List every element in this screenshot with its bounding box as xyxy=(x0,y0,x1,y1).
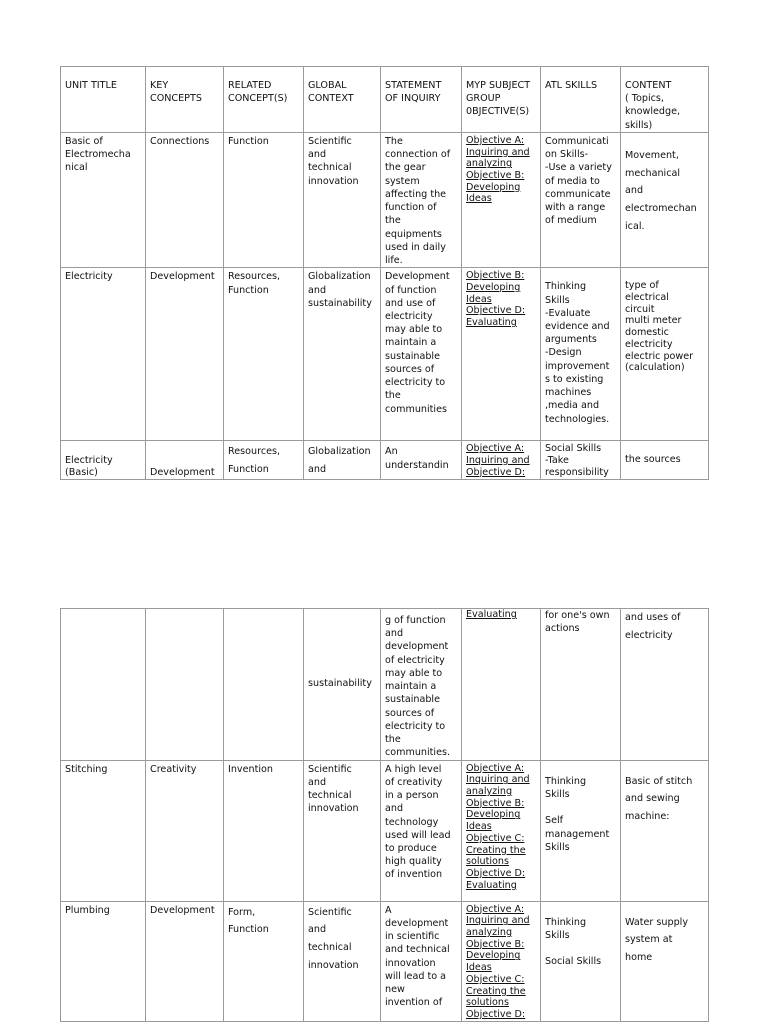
cell-text-line xyxy=(545,801,616,814)
cell-global-context xyxy=(304,901,381,1021)
cell-text-line: Ideas xyxy=(466,962,492,974)
cell-key-concepts xyxy=(146,901,224,1021)
cell-text-line: -Evaluate xyxy=(545,307,591,319)
cell-text-line: technical xyxy=(308,790,352,802)
cell-text-line: the xyxy=(385,215,401,227)
cell-text-line: Basic of stitch xyxy=(625,775,693,787)
cell-unit-title xyxy=(61,609,146,761)
cell-text-line: Objective A: xyxy=(466,134,525,146)
cell-key-concepts xyxy=(146,441,224,479)
cell-global-context xyxy=(304,609,381,761)
cell-text-line: 0BJECTIVE(S) xyxy=(466,106,530,118)
cell-text-line: Creating the xyxy=(466,985,526,997)
cell-statement-of-inquiry xyxy=(381,760,462,901)
cell-text-line: and sewing xyxy=(625,793,680,805)
cell-text-line: s to existing xyxy=(545,373,604,385)
table-row xyxy=(61,268,709,441)
cell-text-line: A xyxy=(385,904,392,916)
cell-text-line: Objective A: xyxy=(466,762,525,774)
cell-text-line: the xyxy=(385,390,401,402)
cell-text-line: Evaluating xyxy=(466,609,517,620)
cell-text-line: Ideas xyxy=(466,293,492,305)
cell-text-line: Communicati xyxy=(545,135,609,147)
cell-related-concepts xyxy=(224,268,304,441)
cell-text-line: circuit xyxy=(625,303,655,315)
cell-text-line: g of function xyxy=(385,615,446,626)
cell-text-line: electric power xyxy=(625,350,694,362)
cell-text-line: Globalization xyxy=(308,446,371,458)
cell-statement-of-inquiry xyxy=(381,132,462,267)
cell-text-line: home xyxy=(625,952,653,964)
curriculum-table-1 xyxy=(60,66,709,480)
cell-text-line: Function xyxy=(228,135,269,147)
cell-text-line: Electricity xyxy=(65,455,113,467)
header-atl-skills xyxy=(541,67,621,133)
cell-text-line: Resources, xyxy=(228,446,281,458)
cell-text-line: mechanical xyxy=(625,167,681,179)
cell-text-line: and technical xyxy=(385,944,450,956)
cell-statement-of-inquiry xyxy=(381,268,462,441)
cell-text-line: the sources xyxy=(625,454,681,466)
cell-text-line: Objective D: xyxy=(466,867,526,879)
cell-text-line: innovation xyxy=(308,803,359,815)
cell-text-line: Globalization xyxy=(308,271,371,283)
cell-text-line: Resources, xyxy=(228,271,281,283)
cell-statement-of-inquiry xyxy=(381,609,462,761)
cell-text-line: system at xyxy=(625,934,673,946)
header-statement-of-inquiry xyxy=(381,67,462,133)
cell-text-line: new xyxy=(385,983,405,995)
cell-text-line: and xyxy=(308,776,327,788)
cell-atl-skills xyxy=(541,441,621,479)
cell-related-concepts xyxy=(224,132,304,267)
cell-text-line: Stitching xyxy=(65,763,108,775)
header-key-concepts xyxy=(146,67,224,133)
cell-text-line: life. xyxy=(385,255,403,267)
cell-text-line: machines xyxy=(545,387,592,399)
cell-text-line: CONTEXT xyxy=(308,93,354,105)
cell-key-concepts xyxy=(146,760,224,901)
cell-unit-title xyxy=(61,132,146,267)
cell-unit-title xyxy=(61,760,146,901)
cell-text-line: Inquiring and xyxy=(466,146,530,158)
cell-text-line: Skills xyxy=(545,294,570,306)
cell-text-line: ( Topics, xyxy=(625,93,664,105)
cell-text-line: Function xyxy=(228,924,269,936)
cell-text-line: of invention xyxy=(385,869,443,881)
cell-related-concepts xyxy=(224,760,304,901)
cell-text-line: Function xyxy=(228,464,269,476)
cell-atl-skills xyxy=(541,901,621,1021)
header-myp-objectives xyxy=(462,67,541,133)
cell-text-line: solutions xyxy=(466,997,509,1009)
cell-text-line: GROUP xyxy=(466,93,501,105)
cell-text-line: Self xyxy=(545,815,564,827)
cell-text-line: Objective B: xyxy=(466,797,525,809)
cell-text-line: technical xyxy=(308,162,352,174)
cell-text-line: on Skills- xyxy=(545,149,589,161)
cell-text-line: Skills xyxy=(545,841,570,853)
cell-text-line: -Take xyxy=(545,454,569,466)
cell-text-line: Inquiring and xyxy=(466,915,530,927)
cell-text-line: communicate xyxy=(545,188,611,200)
cell-text-line: Electricity xyxy=(65,271,113,283)
cell-text-line: development xyxy=(385,641,449,653)
cell-text-line: for one's own xyxy=(545,610,610,621)
cell-text-line: Objective D: xyxy=(466,466,526,478)
cell-text-line: and uses of xyxy=(625,612,681,623)
cell-text-line: responsibility xyxy=(545,466,609,478)
cell-text-line: Developing xyxy=(466,809,521,821)
cell-text-line: electricity to xyxy=(385,720,446,732)
cell-global-context xyxy=(304,132,381,267)
cell-text-line: multi meter xyxy=(625,315,682,327)
cell-text-line: the gear xyxy=(385,162,426,174)
cell-text-line: system xyxy=(385,175,420,187)
cell-text-line: will lead to a xyxy=(385,970,447,982)
cell-text-line: Basic of xyxy=(65,135,103,147)
cell-text-line: sustainable xyxy=(385,694,441,706)
cell-text-line: skills) xyxy=(625,119,653,131)
cell-statement-of-inquiry xyxy=(381,901,462,1021)
cell-text-line: and xyxy=(308,149,327,161)
cell-text-line: and xyxy=(625,185,644,197)
cell-text-line: -Use a variety xyxy=(545,162,612,174)
cell-text-line: and xyxy=(308,284,327,296)
cell-global-context xyxy=(304,268,381,441)
table-row xyxy=(61,760,709,901)
cell-text-line: understandin xyxy=(385,459,449,471)
cell-text-line: sustainability xyxy=(308,297,372,309)
cell-text-line: and use of xyxy=(385,297,436,309)
cell-content xyxy=(621,268,709,441)
cell-text-line: GLOBAL xyxy=(308,80,347,91)
cell-text-line: Objective D: xyxy=(466,305,526,317)
cell-text-line: Objective C: xyxy=(466,973,525,985)
curriculum-table-2 xyxy=(60,608,709,1022)
cell-text-line: and xyxy=(308,924,327,936)
cell-text-line: Movement, xyxy=(625,149,679,161)
cell-text-line: in a person xyxy=(385,790,439,802)
cell-text-line: (calculation) xyxy=(625,362,685,374)
cell-text-line: may able to xyxy=(385,667,443,679)
cell-text-line: nical xyxy=(65,162,88,174)
cell-text-line: Developing xyxy=(466,181,521,193)
cell-text-line: electricity to xyxy=(385,377,446,389)
cell-text-line: machine: xyxy=(625,811,670,823)
cell-text-line: technologies. xyxy=(545,413,610,425)
cell-text-line: sustainable xyxy=(385,350,441,362)
cell-text-line: Developing xyxy=(466,950,521,962)
cell-text-line: and xyxy=(385,803,404,815)
cell-text-line: technology xyxy=(385,816,439,828)
cell-unit-title xyxy=(61,901,146,1021)
header-unit-title xyxy=(61,67,146,133)
cell-text-line: Invention xyxy=(228,763,273,775)
cell-global-context xyxy=(304,441,381,479)
cell-objectives xyxy=(462,609,541,761)
cell-text-line: may able to xyxy=(385,324,443,336)
cell-text-line: Connections xyxy=(150,135,210,147)
cell-text-line: ATL SKILLS xyxy=(545,80,598,91)
cell-related-concepts xyxy=(224,609,304,761)
cell-text-line: innovation xyxy=(308,175,359,187)
cell-text-line: connection of xyxy=(385,149,451,161)
cell-text-line: Development xyxy=(150,466,215,478)
cell-text-line: improvement xyxy=(545,360,610,372)
cell-text-line: ,media and xyxy=(545,400,600,412)
cell-atl-skills xyxy=(541,609,621,761)
cell-text-line: Function xyxy=(228,284,269,296)
cell-text-line: Developing xyxy=(466,281,521,293)
cell-content xyxy=(621,132,709,267)
cell-text-line: Objective B: xyxy=(466,938,525,950)
cell-text-line: Social Skills xyxy=(545,443,602,455)
cell-objectives xyxy=(462,441,541,479)
cell-key-concepts xyxy=(146,268,224,441)
cell-text-line: sources of xyxy=(385,363,435,375)
cell-text-line: and xyxy=(385,628,404,640)
cell-text-line: of media to xyxy=(545,175,600,187)
cell-text-line: OF INQUIRY xyxy=(385,93,441,105)
table-row xyxy=(61,441,709,479)
cell-text-line: maintain a xyxy=(385,337,437,349)
cell-text-line: An xyxy=(385,446,398,458)
cell-text-line: function of xyxy=(385,202,437,214)
cell-text-line: Thinking xyxy=(545,775,587,787)
cell-text-line: of function xyxy=(385,284,437,296)
cell-atl-skills xyxy=(541,268,621,441)
cell-text-line: equipments xyxy=(385,228,442,240)
cell-unit-title xyxy=(61,268,146,441)
cell-text-line: sources of xyxy=(385,707,435,719)
cell-text-line: UNIT TITLE xyxy=(65,80,117,91)
cell-text-line: Objective D: xyxy=(466,1008,526,1020)
cell-text-line: Plumbing xyxy=(65,904,110,916)
cell-text-line: electricity xyxy=(625,629,673,641)
table-header-row xyxy=(61,67,709,133)
cell-text-line: technical xyxy=(308,942,352,954)
cell-text-line: Ideas xyxy=(466,821,492,833)
cell-text-line: high quality xyxy=(385,856,442,868)
cell-text-line: and xyxy=(308,464,327,476)
cell-text-line: Ideas xyxy=(466,193,492,205)
cell-text-line: with a range xyxy=(545,202,606,214)
cell-text-line: Inquiring and xyxy=(466,774,530,786)
cell-text-line: RELATED xyxy=(228,80,272,91)
cell-text-line: MYP SUBJECT xyxy=(466,80,531,91)
header-content xyxy=(621,67,709,133)
cell-atl-skills xyxy=(541,760,621,901)
cell-text-line: innovation xyxy=(308,959,359,971)
cell-text-line: Water supply xyxy=(625,916,689,928)
cell-text-line: analyzing xyxy=(466,158,513,170)
table-section-1 xyxy=(60,66,708,480)
cell-text-line: KEY xyxy=(150,80,169,91)
cell-text-line: Skills xyxy=(545,929,570,941)
cell-text-line: actions xyxy=(545,623,580,635)
cell-text-line: affecting the xyxy=(385,188,447,200)
cell-content xyxy=(621,901,709,1021)
cell-text-line: Electromecha xyxy=(65,149,131,161)
cell-text-line: invention of xyxy=(385,997,443,1009)
cell-text-line: used in daily xyxy=(385,241,446,253)
cell-text-line: to produce xyxy=(385,842,437,854)
cell-text-line: analyzing xyxy=(466,785,513,797)
cell-text-line: -Design xyxy=(545,347,582,359)
cell-text-line: electricity xyxy=(385,310,433,322)
table-row xyxy=(61,901,709,1021)
cell-atl-skills xyxy=(541,132,621,267)
cell-text-line: innovation xyxy=(385,957,436,969)
cell-key-concepts xyxy=(146,132,224,267)
cell-text-line: STATEMENT xyxy=(385,80,442,91)
cell-text-line: Form, xyxy=(228,906,256,918)
cell-text-line: domestic xyxy=(625,327,669,339)
cell-text-line: Objective A: xyxy=(466,903,525,915)
cell-text-line: The xyxy=(385,135,403,147)
header-related-concepts xyxy=(224,67,304,133)
cell-text-line: CONTENT xyxy=(625,80,672,91)
cell-related-concepts xyxy=(224,901,304,1021)
cell-text-line: electromechan xyxy=(625,203,697,215)
table-section-2 xyxy=(60,608,708,1022)
cell-text-line: maintain a xyxy=(385,681,437,693)
table-row xyxy=(61,609,709,761)
cell-objectives xyxy=(462,132,541,267)
cell-text-line: sustainability xyxy=(308,678,372,689)
cell-text-line: ical. xyxy=(625,220,645,232)
cell-objectives xyxy=(462,268,541,441)
cell-text-line: Scientific xyxy=(308,135,352,147)
cell-text-line: evidence and xyxy=(545,320,610,332)
cell-text-line: Development xyxy=(385,271,450,283)
cell-objectives xyxy=(462,901,541,1021)
cell-text-line: Thinking xyxy=(545,281,587,293)
cell-text-line: Social Skills xyxy=(545,956,602,968)
cell-objectives xyxy=(462,760,541,901)
cell-text-line: electricity xyxy=(625,338,673,350)
cell-text-line: type of xyxy=(625,280,659,292)
cell-text-line: Scientific xyxy=(308,906,352,918)
cell-text-line: electrical xyxy=(625,291,669,303)
cell-text-line: Skills xyxy=(545,788,570,800)
cell-text-line: solutions xyxy=(466,856,509,868)
cell-text-line: communities. xyxy=(385,747,451,759)
cell-text-line: arguments xyxy=(545,334,597,346)
cell-text-line: Development xyxy=(150,904,215,916)
cell-content xyxy=(621,609,709,761)
cell-text-line: Objective A: xyxy=(466,443,525,455)
cell-text-line: Evaluating xyxy=(466,317,517,329)
table-row xyxy=(61,132,709,267)
cell-text-line: Objective B: xyxy=(466,170,525,182)
cell-text-line: used will lead xyxy=(385,829,451,841)
cell-text-line: Scientific xyxy=(308,763,352,775)
cell-text-line: in scientific xyxy=(385,931,440,943)
cell-text-line: (Basic) xyxy=(65,467,98,479)
header-global-context xyxy=(304,67,381,133)
cell-text-line: Creating the xyxy=(466,844,526,856)
cell-text-line: of creativity xyxy=(385,776,443,788)
cell-text-line: CONCEPT(S) xyxy=(228,93,288,105)
cell-content xyxy=(621,441,709,479)
cell-text-line: analyzing xyxy=(466,926,513,938)
cell-text-line: Creativity xyxy=(150,763,197,775)
cell-key-concepts xyxy=(146,609,224,761)
cell-statement-of-inquiry xyxy=(381,441,462,479)
cell-content xyxy=(621,760,709,901)
cell-text-line: A high level xyxy=(385,763,442,775)
cell-global-context xyxy=(304,760,381,901)
cell-text-line: CONCEPTS xyxy=(150,93,202,105)
cell-text-line: of medium xyxy=(545,215,597,227)
cell-text-line: Objective C: xyxy=(466,832,525,844)
cell-text-line: the xyxy=(385,734,401,746)
cell-text-line xyxy=(545,942,616,955)
cell-text-line: Development xyxy=(150,271,215,283)
cell-text-line: Inquiring and xyxy=(466,454,530,466)
cell-related-concepts xyxy=(224,441,304,479)
cell-text-line: management xyxy=(545,828,610,840)
cell-text-line: Thinking xyxy=(545,916,587,928)
cell-text-line: knowledge, xyxy=(625,106,681,118)
cell-text-line: of electricity xyxy=(385,654,445,666)
cell-text-line: development xyxy=(385,917,449,929)
cell-unit-title xyxy=(61,441,146,479)
cell-text-line: Evaluating xyxy=(466,879,517,891)
cell-text-line: Objective B: xyxy=(466,270,525,282)
cell-text-line: communities xyxy=(385,403,447,415)
